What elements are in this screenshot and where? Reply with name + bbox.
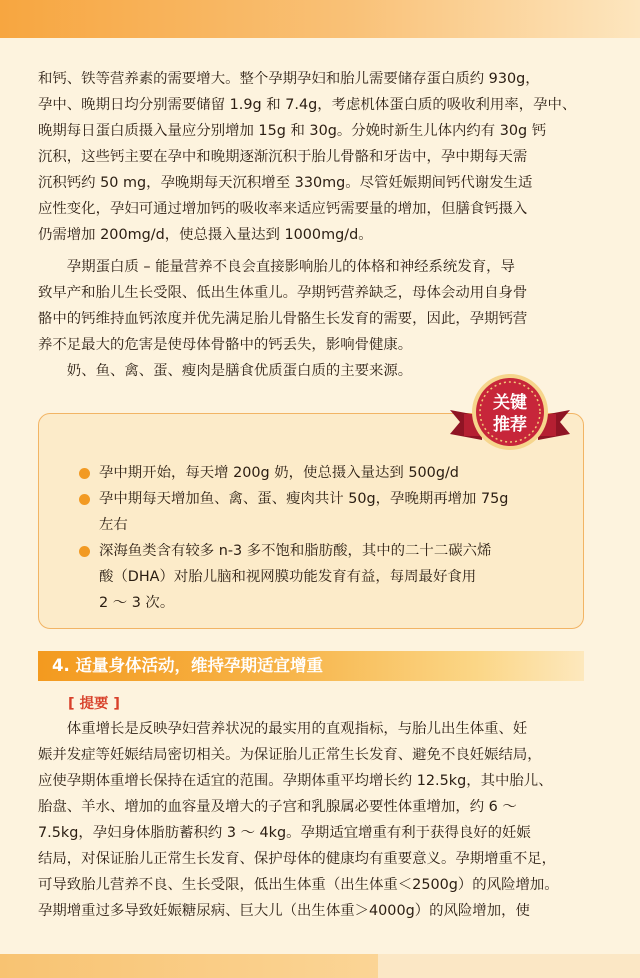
text-line: 7.5kg，孕妇身体脂肪蓄积约 3 ～ 4kg。孕期适宜增重有利于获得良好的妊娠: [38, 825, 531, 841]
text-line: 胎盘、羊水、增加的血容量及增大的子宫和乳腺属必要性体重增加，约 6 ～: [38, 799, 517, 815]
text-line: 可导致胎儿营养不良、生长受限，低出生体重（出生体重＜2500g）的风险增加。: [38, 877, 559, 893]
key-recommendation-badge: [444, 370, 576, 468]
text-line: 仍需增加 200mg/d，使总摄入量达到 1000mg/d。: [38, 227, 373, 243]
text-line: 结局，对保证胎儿正常生长发育、保护母体的健康均有重要意义。孕期增重不足，: [38, 851, 557, 867]
text-line: 养不足最大的危害是使母体骨骼中的钙丢失，影响骨健康。: [38, 337, 413, 353]
footer-band: [0, 954, 640, 978]
bullet-dot-icon: [79, 468, 90, 479]
header-band: [0, 0, 640, 38]
text-line: 致早产和胎儿生长受限、低出生体重儿。孕期钙营养缺乏，母体会动用自身骨: [38, 285, 528, 301]
badge-line2: 推荐: [493, 415, 527, 435]
text-line: 沉积，这些钙主要在孕中和晚期逐渐沉积于胎儿骨骼和牙齿中，孕中期每天需: [38, 149, 528, 165]
text-line: 酸（DHA）对胎儿脑和视网膜功能发育有益，每周最好食用: [99, 569, 477, 585]
footer-notch: [378, 954, 640, 978]
text-line: 骼中的钙维持血钙浓度并优先满足胎儿骨骼生长发育的需要，因此，孕期钙营: [38, 311, 528, 327]
paragraph-weight-gain: [38, 716, 586, 924]
text-line: 孕中期开始，每天增 200g 奶，使总摄入量达到 500g/d: [99, 465, 459, 481]
text-line: 晚期每日蛋白质摄入量应分别增加 15g 和 30g。分娩时新生儿体内约有 30g 钙: [38, 123, 547, 139]
list-item: [79, 538, 559, 616]
text-line: 娠并发症等妊娠结局密切相关。为保证胎儿正常生长发育、避免不良妊娠结局，: [38, 747, 542, 763]
text-line: 体重增长是反映孕妇营养状况的最实用的直观指标，与胎儿出生体重、妊: [66, 721, 528, 737]
section-title: 4. 适量身体活动，维持孕期适宜增重: [52, 656, 323, 675]
text-line: 沉积钙约 50 mg，孕晚期每天沉积增至 330mg。尽管妊娠期间钙代谢发生适: [38, 175, 533, 191]
text-line: 孕期增重过多导致妊娠糖尿病、巨大儿（出生体重＞4000g）的风险增加，使: [38, 903, 530, 919]
text-line: 2 ～ 3 次。: [99, 595, 175, 611]
bullet-dot-icon: [79, 546, 90, 557]
text-line: 和钙、铁等营养素的需要增大。整个孕期孕妇和胎儿需要储存蛋白质约 930g，: [38, 71, 540, 87]
recommendation-list: [79, 460, 559, 616]
paragraph-calcium-protein: [38, 66, 586, 248]
badge-line1: 关键: [493, 393, 527, 413]
text-line: 奶、鱼、禽、蛋、瘦肉是膳食优质蛋白质的主要来源。: [66, 363, 413, 379]
paragraph-malnutrition: [38, 254, 586, 358]
section-header: [38, 651, 584, 681]
list-item: [79, 486, 559, 538]
bullet-dot-icon: [79, 494, 90, 505]
text-line: 孕中、晚期日均分别需要储留 1.9g 和 7.4g，考虑机体蛋白质的吸收利用率，孕中、: [38, 97, 577, 113]
text-line: 左右: [99, 517, 128, 533]
tip-label: [ 提要 ]: [68, 696, 120, 712]
text-line: 孕中期每天增加鱼、禽、蛋、瘦肉共计 50g，孕晚期再增加 75g: [99, 491, 509, 507]
text-line: 应使孕期体重增长保持在适宜的范围。孕期体重平均增长约 12.5kg，其中胎儿、: [38, 773, 553, 789]
text-line: 孕期蛋白质 – 能量营养不良会直接影响胎儿的体格和神经系统发育，导: [66, 259, 515, 275]
text-line: 应性变化，孕妇可通过增加钙的吸收率来适应钙需要量的增加，但膳食钙摄入: [38, 201, 528, 217]
text-line: 深海鱼类含有较多 n-3 多不饱和脂肪酸，其中的二十二碳六烯: [99, 543, 492, 559]
